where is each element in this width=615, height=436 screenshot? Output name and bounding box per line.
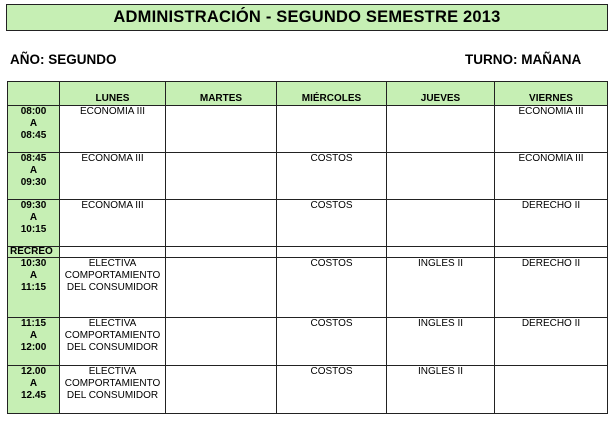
class-name: ELECTIVA bbox=[88, 258, 137, 269]
class-name: DERECHO II bbox=[521, 200, 581, 211]
time-line: A bbox=[29, 378, 38, 389]
column-header-martes: MARTES bbox=[166, 82, 277, 106]
class-name: COSTOS bbox=[310, 153, 353, 164]
class-name: DERECHO II bbox=[521, 258, 581, 269]
class-name: ECONOMA III bbox=[81, 200, 144, 211]
time-slot bbox=[8, 258, 60, 318]
time-line: 08:45 bbox=[20, 153, 47, 164]
time-slot bbox=[8, 106, 60, 153]
class-cell-miercoles bbox=[277, 106, 387, 153]
class-name: ECONOMIA III bbox=[518, 106, 584, 117]
table-row bbox=[8, 106, 608, 153]
time-line: 12.45 bbox=[20, 390, 47, 401]
header-corner bbox=[8, 82, 60, 106]
column-header-lunes: LUNES bbox=[60, 82, 166, 106]
time-slot bbox=[8, 200, 60, 247]
time-line: 11:15 bbox=[20, 282, 47, 293]
class-name: COMPORTAMIENTO bbox=[64, 378, 161, 389]
column-header-viernes: VIERNES bbox=[495, 82, 608, 106]
class-name: COSTOS bbox=[310, 258, 353, 269]
class-cell-lunes bbox=[60, 318, 166, 366]
class-name: DEL CONSUMIDOR bbox=[66, 282, 159, 293]
time-line: A bbox=[29, 118, 38, 129]
time-line: 12:00 bbox=[20, 342, 47, 353]
class-name: DEL CONSUMIDOR bbox=[66, 390, 159, 401]
time-line: A bbox=[29, 165, 38, 176]
time-line: A bbox=[29, 270, 38, 281]
time-line: 10:15 bbox=[20, 224, 47, 235]
class-cell-jueves bbox=[387, 366, 495, 414]
class-name: ECONOMIA III bbox=[518, 153, 584, 164]
class-cell-lunes bbox=[60, 366, 166, 414]
class-cell-viernes bbox=[495, 200, 608, 247]
time-line: 10:30 bbox=[20, 258, 47, 269]
time-slot bbox=[8, 318, 60, 366]
time-line: A bbox=[29, 212, 38, 223]
time-slot bbox=[8, 153, 60, 200]
class-cell-martes bbox=[166, 106, 277, 153]
schedule-table bbox=[7, 81, 608, 414]
class-cell-miercoles bbox=[277, 318, 387, 366]
shift-label: TURNO: MAÑANA bbox=[465, 52, 582, 67]
class-cell-martes bbox=[166, 153, 277, 200]
time-line: A bbox=[29, 330, 38, 341]
class-name: INGLES II bbox=[417, 318, 463, 329]
table-row bbox=[8, 318, 608, 366]
break-cell bbox=[60, 247, 166, 258]
class-cell-lunes bbox=[60, 258, 166, 318]
break-row bbox=[8, 247, 608, 258]
class-name: DEL CONSUMIDOR bbox=[66, 342, 159, 353]
class-name: ECONOMIA III bbox=[79, 106, 145, 117]
class-cell-lunes bbox=[60, 200, 166, 247]
class-cell-martes bbox=[166, 258, 277, 318]
class-cell-jueves bbox=[387, 106, 495, 153]
class-name: INGLES II bbox=[417, 258, 463, 269]
page-title: ADMINISTRACIÓN - SEGUNDO SEMESTRE 2013 bbox=[6, 4, 608, 31]
time-line: 08:45 bbox=[20, 130, 47, 141]
class-cell-martes bbox=[166, 200, 277, 247]
column-header-miercoles: MIÉRCOLES bbox=[277, 82, 387, 106]
table-row bbox=[8, 366, 608, 414]
class-name: COSTOS bbox=[310, 318, 353, 329]
time-line: 12.00 bbox=[20, 366, 47, 377]
class-name: DERECHO II bbox=[521, 318, 581, 329]
class-cell-viernes bbox=[495, 318, 608, 366]
break-cell bbox=[387, 247, 495, 258]
header-row bbox=[8, 82, 608, 106]
class-cell-jueves bbox=[387, 258, 495, 318]
time-line: 08:00 bbox=[20, 106, 47, 117]
year-label: AÑO: SEGUNDO bbox=[10, 52, 117, 67]
class-cell-miercoles bbox=[277, 258, 387, 318]
class-name: INGLES II bbox=[417, 366, 463, 377]
class-cell-jueves bbox=[387, 153, 495, 200]
class-cell-miercoles bbox=[277, 366, 387, 414]
class-cell-viernes bbox=[495, 258, 608, 318]
class-name: ELECTIVA bbox=[88, 366, 137, 377]
break-cell bbox=[495, 247, 608, 258]
class-cell-jueves bbox=[387, 318, 495, 366]
class-cell-viernes bbox=[495, 106, 608, 153]
time-line: 09:30 bbox=[20, 200, 47, 211]
class-cell-miercoles bbox=[277, 200, 387, 247]
class-name: COMPORTAMIENTO bbox=[64, 330, 161, 341]
time-line: 09:30 bbox=[20, 177, 47, 188]
class-cell-viernes bbox=[495, 153, 608, 200]
break-cell bbox=[166, 247, 277, 258]
class-name: COSTOS bbox=[310, 366, 353, 377]
table-row bbox=[8, 200, 608, 247]
table-row bbox=[8, 258, 608, 318]
class-cell-lunes bbox=[60, 153, 166, 200]
break-cell bbox=[277, 247, 387, 258]
time-line: 11:15 bbox=[20, 318, 47, 329]
class-name: COMPORTAMIENTO bbox=[64, 270, 161, 281]
class-name: ELECTIVA bbox=[88, 318, 137, 329]
column-header-jueves: JUEVES bbox=[387, 82, 495, 106]
class-cell-martes bbox=[166, 318, 277, 366]
class-cell-viernes bbox=[495, 366, 608, 414]
class-cell-lunes bbox=[60, 106, 166, 153]
break-label: RECREO bbox=[8, 247, 60, 258]
time-slot bbox=[8, 366, 60, 414]
class-name: ECONOMA III bbox=[81, 153, 144, 164]
class-name: COSTOS bbox=[310, 200, 353, 211]
table-row bbox=[8, 153, 608, 200]
class-cell-martes bbox=[166, 366, 277, 414]
class-cell-jueves bbox=[387, 200, 495, 247]
class-cell-miercoles bbox=[277, 153, 387, 200]
